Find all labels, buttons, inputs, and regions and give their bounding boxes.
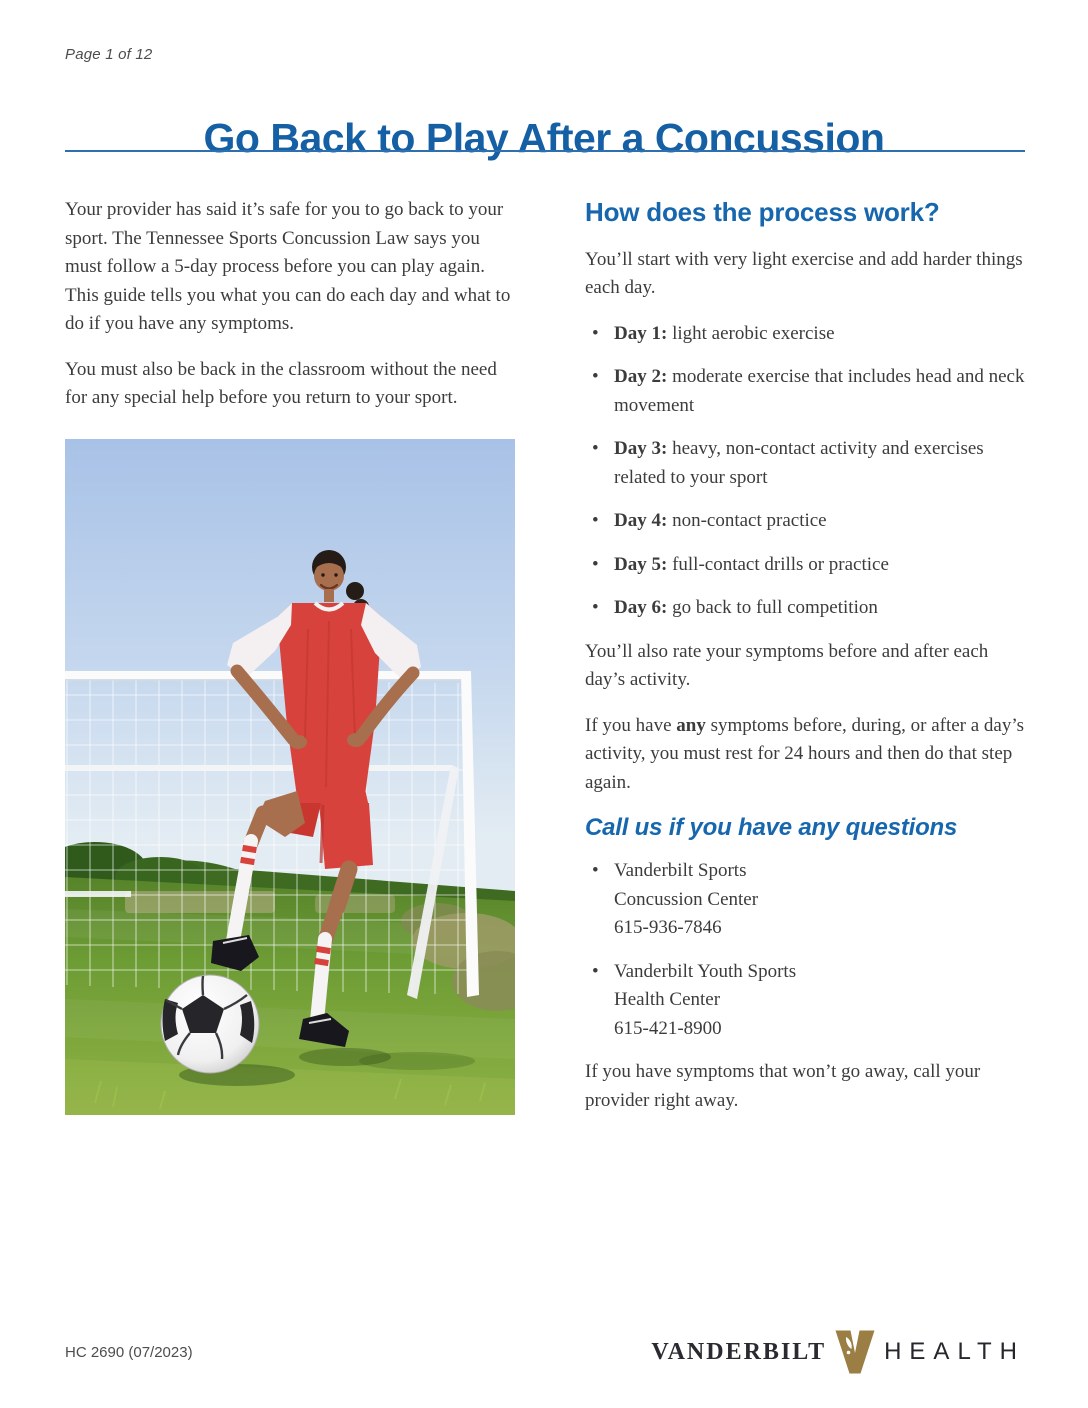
- sock-stripe: [321, 959, 322, 965]
- contact-entry-youth-sports: [585, 958, 1025, 1044]
- contact-phone: 615-421-8900: [614, 1017, 722, 1039]
- contact-name-line: Health Center: [614, 989, 721, 1010]
- list-item-day-3: [585, 435, 1025, 492]
- vanderbilt-health-logo: [651, 1330, 1025, 1374]
- list-item-day-6: [585, 594, 1025, 623]
- closing-note: If you have symptoms that won’t go away, call your provider right away.: [585, 1061, 981, 1111]
- day-label: Day 1:: [614, 322, 668, 344]
- list-item-day-1: [585, 320, 1025, 349]
- soccer-ball: [161, 975, 259, 1073]
- symptom-note: [585, 712, 1025, 798]
- eye: [321, 573, 324, 576]
- day-text: heavy, non-contact activity and exercises related to your sport: [614, 438, 984, 488]
- rate-note: You’ll also rate your symptoms before and after each day’s activity.: [585, 640, 989, 690]
- neck: [324, 589, 334, 602]
- day-text: full-contact drills or practice: [667, 553, 889, 575]
- day-label: Day 2:: [614, 366, 668, 387]
- logo-health-text: HEALTH: [884, 1338, 1025, 1365]
- day-text: go back to full competition: [667, 597, 878, 618]
- list-item-day-2: [585, 363, 1025, 420]
- goal-rear-bar: [65, 765, 453, 771]
- process-intro: You’ll start with very light exercise and add harder things each day.: [585, 248, 1023, 298]
- vanderbilt-v-icon: [835, 1330, 875, 1374]
- sock-stripe: [323, 947, 324, 953]
- day-label: Day 3:: [614, 438, 668, 459]
- symptom-note-emphasis: any: [676, 714, 706, 736]
- day-label: Day 5:: [614, 553, 668, 575]
- day-list: [585, 320, 1025, 623]
- content-columns: [65, 196, 1025, 1132]
- list-item-day-5: [585, 551, 1025, 580]
- soccer-photo-illustration: [65, 439, 515, 1115]
- contact-list: [585, 857, 1025, 1043]
- day-label: Day 6:: [614, 597, 668, 618]
- soccer-player-photo: [65, 439, 515, 1115]
- document-code: HC 2690 (07/2023): [65, 1343, 193, 1361]
- left-column: [65, 196, 515, 1132]
- ponytail-curl: [346, 582, 364, 600]
- shorts-fold: [321, 805, 323, 863]
- goal-side-bar: [65, 891, 131, 897]
- page-number-label: Page 1 of 12: [65, 46, 153, 63]
- shorts-right-leg: [319, 803, 373, 869]
- sock-stripe: [249, 846, 250, 852]
- symptom-note-post: symptoms before, during, or after a day’s activity, you must rest for 24 hours and then do that step again.: [585, 714, 1025, 793]
- contact-name-line: • Vanderbilt Sports: [614, 860, 747, 881]
- day-text: non-contact practice: [667, 510, 827, 531]
- day-text: light aerobic exercise: [667, 322, 835, 344]
- title-divider: [65, 150, 1025, 152]
- contact-entry-sports-concussion: [585, 857, 1025, 943]
- right-hand: [347, 733, 365, 747]
- intro-paragraph-1: Your provider has said it’s safe for you to go back to your sport. The Tennessee Sports Concussion Law says you must follow a 5-day process before you can play again. This guide tells you what you can do each day and what to do if you have any symptoms.: [65, 199, 511, 334]
- page-footer: [65, 1330, 1025, 1374]
- section-heading-process: How does the process work?: [585, 197, 940, 227]
- sock-stripe: [247, 858, 248, 864]
- day-text: moderate exercise that includes head and neck movement: [614, 366, 1025, 416]
- page-title: Go Back to Play After a Concussion: [203, 115, 885, 162]
- right-column: [585, 196, 1025, 1132]
- eye: [334, 573, 337, 576]
- intro-paragraph-2: You must also be back in the classroom without the need for any special help before you return to your sport.: [65, 358, 497, 408]
- contact-name-line: Concussion Center: [614, 888, 759, 910]
- left-hand: [289, 735, 307, 749]
- day-label: Day 4:: [614, 510, 668, 531]
- section-heading-call-us: Call us if you have any questions: [585, 814, 958, 841]
- contact-phone: 615-936-7846: [614, 917, 722, 938]
- list-item-day-4: [585, 507, 1025, 536]
- logo-vanderbilt-text: VANDERBILT: [651, 1338, 827, 1365]
- contact-name-line: • Vanderbilt Youth Sports: [614, 960, 797, 982]
- symptom-note-pre: If you have: [585, 714, 677, 736]
